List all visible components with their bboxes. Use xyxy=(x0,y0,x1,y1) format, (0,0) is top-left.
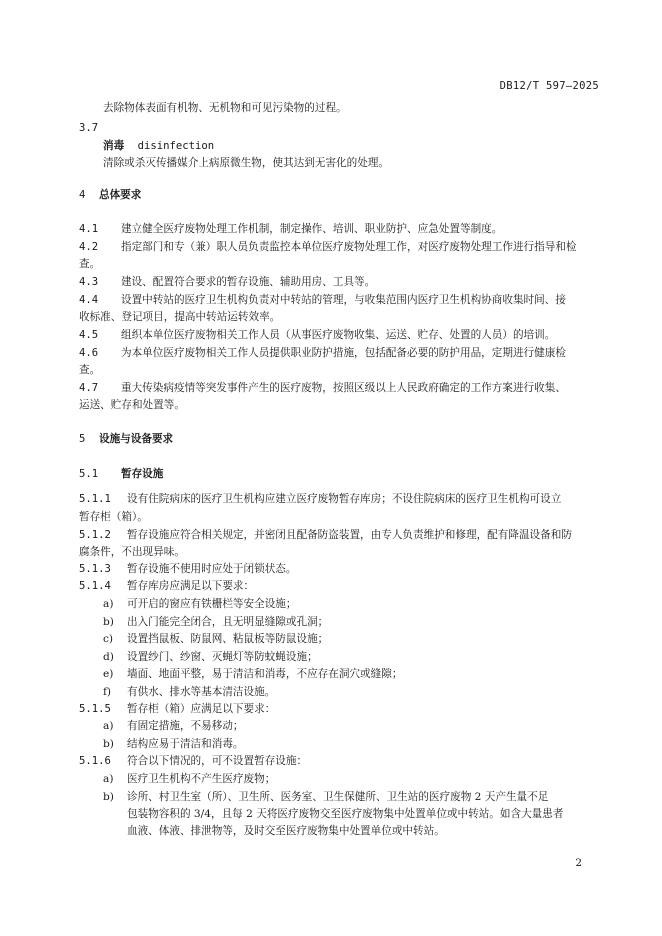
document-id: DB12/T 597—2025 xyxy=(499,80,599,92)
term-cn: 消毒 xyxy=(103,140,125,152)
subsection-number: 5.1 xyxy=(79,468,99,480)
term-heading xyxy=(103,139,214,153)
clause-5-1-6: 5.1.6 符合以下情况的，可不设置暂存设施： xyxy=(79,755,308,767)
list-item-cont: 包装物容积的 3/4，且每 2 天将医疗废物交至医疗废物集中处置单位或中转站。如含大量患者 xyxy=(127,808,564,820)
clause-4-7-cont: 运送、贮存和处置等。 xyxy=(79,399,185,411)
term-definition: 清除或杀灭传播媒介上病原微生物，使其达到无害化的处理。 xyxy=(103,157,390,169)
list-item: f) 有供水、排水等基本清洁设施。 xyxy=(103,686,276,698)
body-line: 去除物体表面有机物、无机物和可见污染物的过程。 xyxy=(103,102,347,114)
clause-5-1-1-cont: 暂存柜（箱）。 xyxy=(79,511,148,523)
clause-5-1-1: 5.1.1 设有住院病床的医疗卫生机构应建立医疗废物暂存库房；不设住院病床的医疗卫生机构可设立 xyxy=(79,493,562,505)
list-item-cont: 血液、体液、排泄物等，及时交至医疗废物集中处置单位或中转站。 xyxy=(127,825,445,837)
clause-4-2-cont: 查。 xyxy=(79,258,101,270)
list-item: a) 医疗卫生机构不产生医疗废物； xyxy=(103,773,276,785)
clause-4-1: 4.1 建立健全医疗废物处理工作机制，制定操作、培训、职业防护、应急处置等制度。 xyxy=(79,223,503,235)
list-item: a) 可开启的窗应有铁栅栏等安全设施； xyxy=(103,598,297,610)
clause-5-1-2: 5.1.2 暂存设施应符合相关规定，并密闭且配备防盗装置，由专人负责维护和修理，配有降温设备和防 xyxy=(79,529,572,541)
term-number: 3.7 xyxy=(79,122,99,134)
list-item: b) 结构应易于清洁和消毒。 xyxy=(103,738,244,750)
clause-4-7: 4.7 重大传染病疫情等突发事件产生的医疗废物，按照区级以上人民政府确定的工作方案进行收集、 xyxy=(79,382,566,394)
clause-4-4-cont: 收标准、登记项目，提高中转站运转效率。 xyxy=(79,311,281,323)
section-title: 总体要求 xyxy=(99,189,142,201)
list-item: e) 墙面、地面平整，易于清洁和消毒，不应存在洞穴或缝隙； xyxy=(103,668,403,680)
clause-5-1-5: 5.1.5 暂存柜（箱）应满足以下要求： xyxy=(79,703,276,715)
clause-4-2: 4.2 指定部门和专（兼）职人员负责监控本单位医疗废物处理工作，对医疗废物处理工作进行指导和检 xyxy=(79,241,577,253)
clause-4-6-cont: 查。 xyxy=(79,364,101,376)
list-item: b) 出入门能完全闭合，且无明显缝隙或孔洞； xyxy=(103,616,329,628)
section-number: 5 xyxy=(79,433,86,445)
page-number: 2 xyxy=(575,857,582,869)
clause-5-1-3: 5.1.3 暂存设施不使用时应处于闭锁状态。 xyxy=(79,563,297,575)
subsection-title: 暂存设施 xyxy=(121,468,164,480)
clause-5-1-4: 5.1.4 暂存库房应满足以下要求： xyxy=(79,580,255,592)
list-item: d) 设置纱门、纱窗、灭蝇灯等防蚊蝇设施； xyxy=(103,651,318,663)
list-item: c) 设置挡鼠板、防鼠网、粘鼠板等防鼠设施； xyxy=(103,633,329,645)
clause-4-3: 4.3 建设、配置符合要求的暂存设施、辅助用房、工具等。 xyxy=(79,276,376,288)
clause-4-5: 4.5 组织本单位医疗废物相关工作人员（从事医疗废物收集、运送、贮存、处置的人员）的培训。 xyxy=(79,329,556,341)
clause-4-6: 4.6 为本单位医疗废物相关工作人员提供职业防护措施，包括配备必要的防护用品，定期进行健康检 xyxy=(79,347,566,359)
subsection-5-1-heading xyxy=(79,467,163,481)
clause-4-4: 4.4 设置中转站的医疗卫生机构负责对中转站的管理，与收集范围内医疗卫生机构协商收集时间、接 xyxy=(79,294,566,306)
section-title: 设施与设备要求 xyxy=(99,433,174,445)
section-5-heading xyxy=(79,432,173,446)
list-item: b) 诊所、村卫生室（所）、卫生所、医务室、卫生保健所、卫生站的医疗废物 2 天产生量不足 xyxy=(103,791,549,803)
section-number: 4 xyxy=(79,189,86,201)
clause-5-1-2-cont: 腐条件，不出现异味。 xyxy=(79,546,185,558)
list-item: a) 有固定措施，不易移动； xyxy=(103,720,244,732)
section-4-heading xyxy=(79,188,141,202)
term-en: disinfection xyxy=(137,140,215,152)
